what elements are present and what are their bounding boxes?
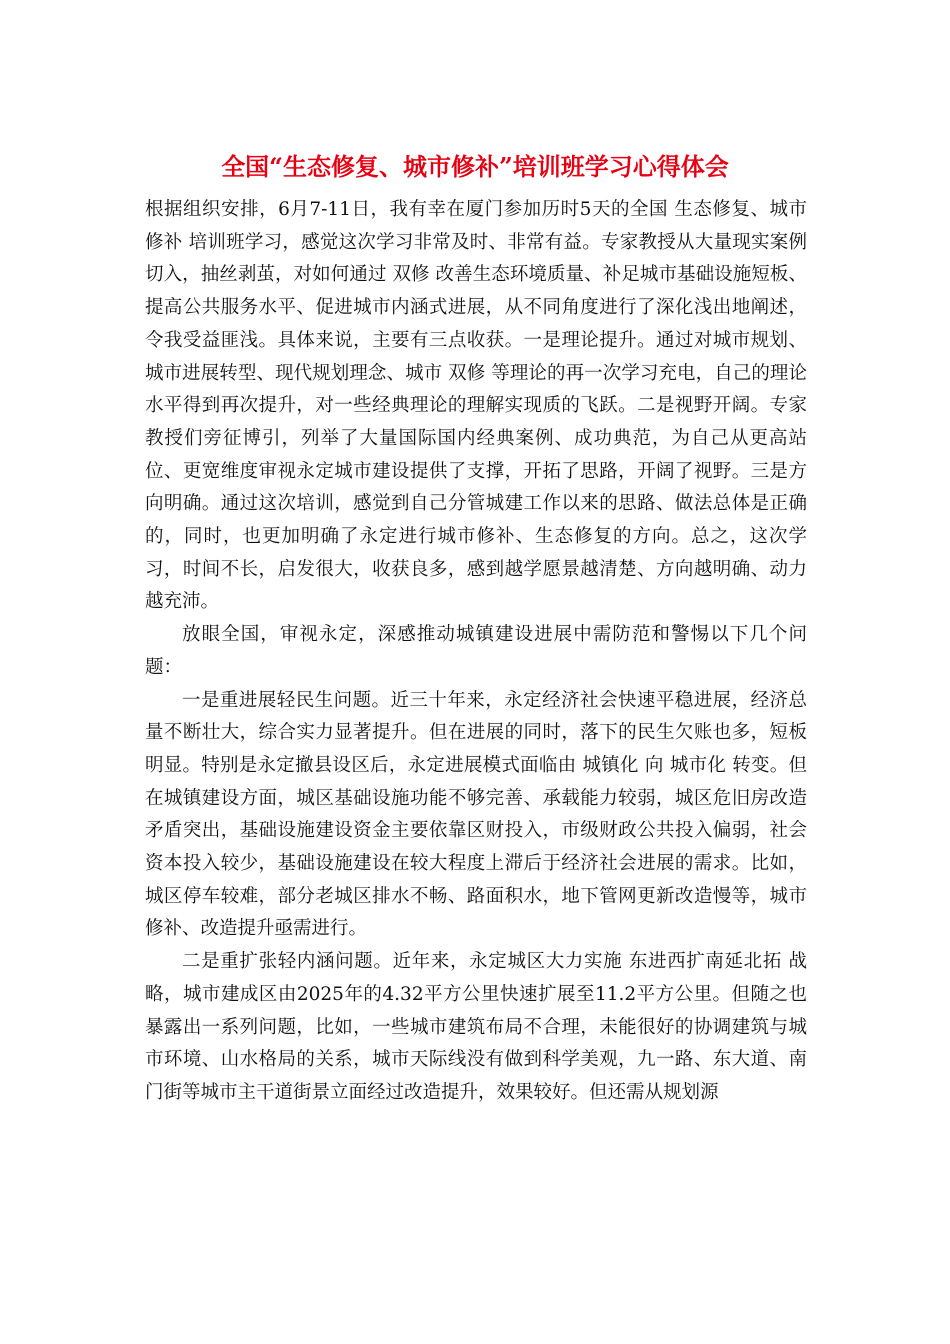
paragraph-issues-lead: 放眼全国，审视永定，深感推动城镇建设进展中需防范和警惕以下几个问题： <box>145 624 807 678</box>
paragraph-issue-two: 二是重扩张轻内涵问题。近年来，永定城区大力实施 东进西扩南延北拓 战略，城市建成区由2025年的4.32平方公里快速扩展至11.2平方公里。但随之也暴露出一系列问题，比如，一些城市建筑布局不合理，未能很好的协调建筑与城市环境、山水格局的关系，城市天际线没有做到科学美观，九一路、东大道、南门街等城市主干道街景立面经过改造提升，效果较好。但还需从规划源 <box>145 951 807 1103</box>
document-body <box>145 194 807 1110</box>
document-title: 全国“生态修复、城市修补”培训班学习心得体会 <box>221 152 729 181</box>
paragraph-issue-one: 一是重进展轻民生问题。近三十年来，永定经济社会快速平稳进展，经济总量不断壮大，综合实力显著提升。但在进展的同时，落下的民生欠账也多，短板明显。特别是永定撤县设区后，永定进展模式面临由 城镇化 向 城市化 转变。但在城镇建设方面，城区基础设施功能不够完善、承载能力较弱，城区危旧房改造矛盾突出，基础设施建设资金主要依靠区财投入，市级财政公共投入偏弱，社会资本投入较少，基础设施建设在较大程度上滞后于经济社会进展的需求。比如，城区停车较难，部分老城区排水不畅、路面积水，地下管网更新改造慢等，城市修补、改造提升亟需进行。 <box>145 689 807 940</box>
paragraph-intro: 根据组织安排，6月7-11日，我有幸在厦门参加历时5天的全国 生态修复、城市修补 培训班学习，感觉这次学习非常及时、非常有益。专家教授从大量现实案例切入，抽丝剥茧，对如何通过 双修 改善生态环境质量、补足城市基础设施短板、提高公共服务水平、促进城市内涵式进展，从不同角度进行了深化浅出地阐述，令我受益匪浅。具体来说，主要有三点收获。一是理论提升。通过对城市规划、城市进展转型、现代规划理念、城市 双修 等理论的再一次学习充电，自己的理论水平得到再次提升，对一些经典理论的理解实现质的飞跃。二是视野开阔。专家教授们旁征博引，列举了大量国际国内经典案例、成功典范，为自己从更高站位、更宽维度审视永定城市建设提供了支撑，开拓了思路，开阔了视野。三是方向明确。通过这次培训，感觉到自己分管城建工作以来的思路、做法总体是正确的，同时，也更加明确了永定进行城市修补、生态修复的方向。总之，这次学习，时间不长，启发很大，收获良多，感到越学愿景越清楚、方向越明确、动力越充沛。 <box>145 199 807 613</box>
